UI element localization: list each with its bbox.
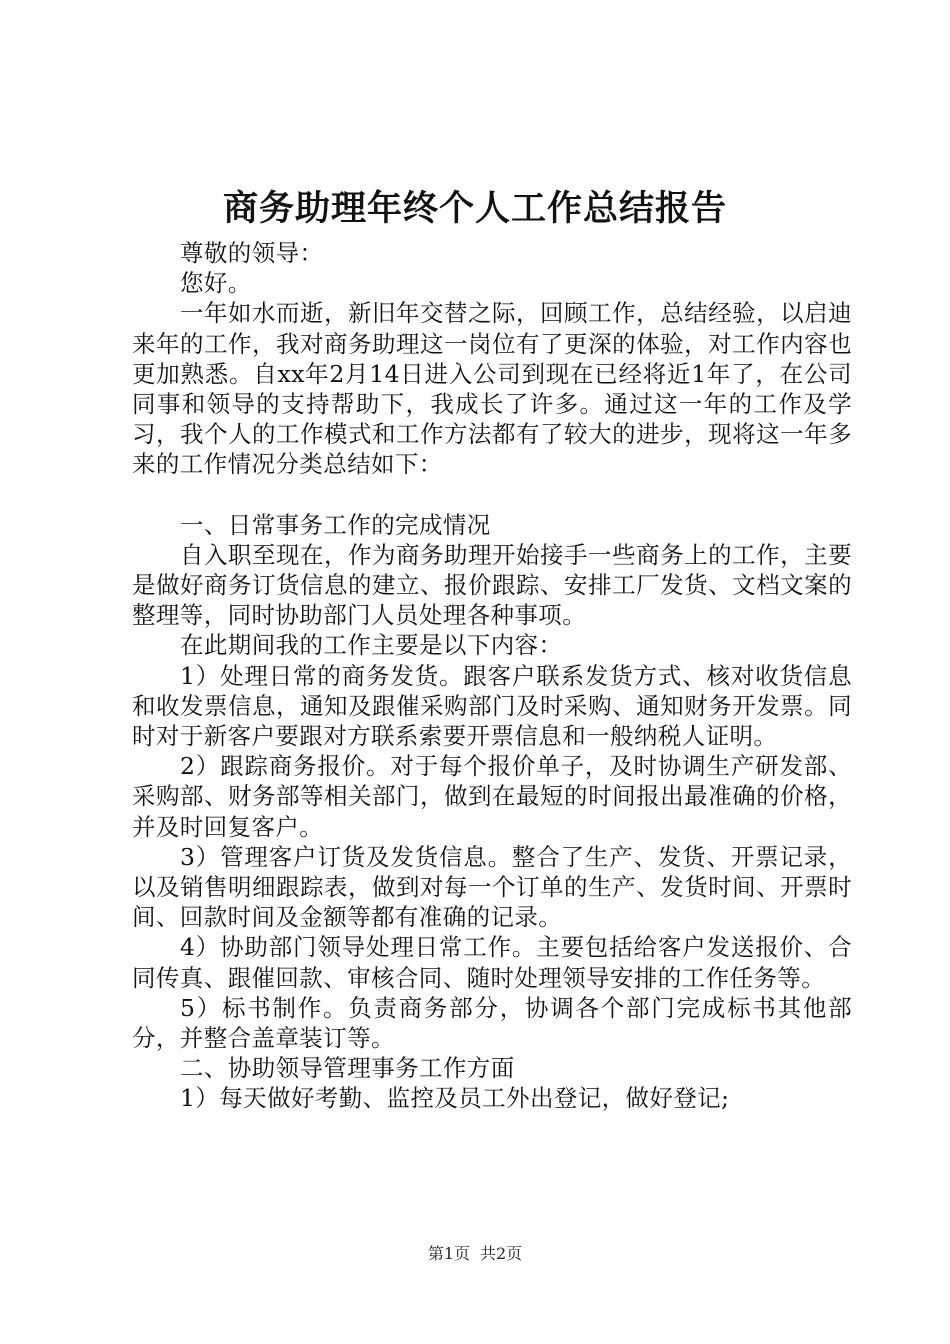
section-heading: 一、日常事务工作的完成情况 xyxy=(180,510,491,539)
document-body xyxy=(132,238,852,1114)
paragraph-gap xyxy=(132,480,852,510)
salutation: 您好。 xyxy=(180,269,252,298)
document-title: 商务助理年终个人工作总结报告 xyxy=(222,188,727,229)
section-heading: 二、协助领导管理事务工作方面 xyxy=(180,1054,515,1083)
list-item: 4）协助部门领导处理日常工作。主要包括给客户发送报价、合同传真、跟催回款、审核合同、随时处理领导安排的工作任务等。 xyxy=(132,933,852,992)
intro-paragraph: 一年如水而逝，新旧年交替之际，回顾工作，总结经验，以启迪来年的工作，我对商务助理这一岗位有了更深的体验，对工作内容也更加熟悉。自xx年2月14日进入公司到现在已经将近1年了，在公司同事和领导的支持帮助下，我成长了许多。通过这一年的工作及学习，我个人的工作模式和工作方法都有了较大的进步，现将这一年多来的工作情况分类总结如下： xyxy=(132,299,852,479)
list-item: 2）跟踪商务报价。对于每个报价单子，及时协调生产研发部、采购部、财务部等相关部门，做到在最短的时间报出最准确的价格，并及时回复客户。 xyxy=(132,752,852,841)
page-number: 第1页 xyxy=(427,1244,470,1263)
page-total: 共2页 xyxy=(480,1244,523,1263)
section-lead: 在此期间我的工作主要是以下内容： xyxy=(180,631,563,660)
list-item: 1）每天做好考勤、监控及员工外出登记，做好登记; xyxy=(180,1084,730,1113)
section-paragraph: 自入职至现在，作为商务助理开始接手一些商务上的工作，主要是做好商务订货信息的建立、报价跟踪、安排工厂发货、文档文案的整理等，同时协助部门人员处理各种事项。 xyxy=(132,540,852,630)
greeting: 尊敬的领导： xyxy=(180,239,324,267)
list-item: 3）管理客户订货及发货信息。整合了生产、发货、开票记录，以及销售明细跟踪表，做到对每一个订单的生产、发货时间、开票时间、回款时间及金额等都有准确的记录。 xyxy=(132,842,852,932)
page-footer xyxy=(0,1244,950,1264)
list-item: 1）处理日常的商务发货。跟客户联系发货方式、核对收货信息和收发票信息，通知及跟催采购部门及时采购、通知财务开发票。同时对于新客户要跟对方联系索要开票信息和一般纳税人证明。 xyxy=(132,661,852,751)
list-item: 5）标书制作。负责商务部分，协调各个部门完成标书其他部分，并整合盖章装订等。 xyxy=(132,993,852,1053)
